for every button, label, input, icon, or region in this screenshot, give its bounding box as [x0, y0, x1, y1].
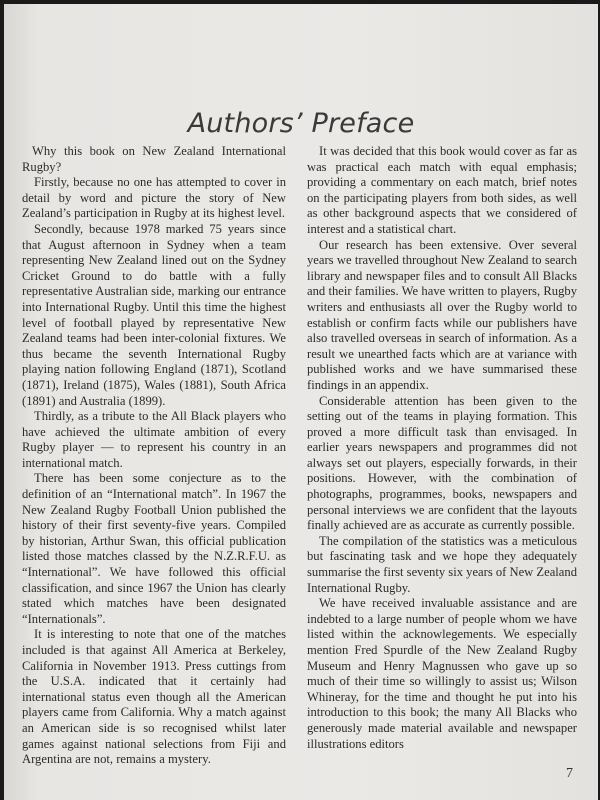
paragraph: Considerable attention has been given to the setting out of the teams in playing formation. This proved a more difficult task than envisaged. In earlier years newspapers and programmes did not always set out players, especially forwards, in their positions. However, with the combination of photographs, programmes, books, newspapers and personal interviews we are confident that the layouts finally achieved are as accurate as currently possible.	[307, 393, 577, 533]
left-text-column	[22, 144, 286, 768]
paragraph: Secondly, because 1978 marked 75 years since that August afternoon in Sydney when a team representing New Zealand lined out on the Sydney Cricket Ground to do battle with a fully representative Australian side, marking our entrance into International Rugby. Until this time the highest level of football played by representative New Zealand teams had been inter-colonial fixtures. We thus became the seventh International Rugby playing nation following England (1871), Scotland (1871), Ireland (1875), Wales (1881), South Africa (1891) and Australia (1899).	[22, 221, 286, 408]
page-number: 7	[566, 766, 573, 781]
paragraph: We have received invaluable assistance and are indebted to a large number of people whom we have listed within the acknowlegements. We especially mention Fred Spurdle of the New Zealand Rugby Museum and Henry Magnussen who gave up so much of their time so willingly to assist us; Wilson Whineray, for the time and thought he put into his introduction to this book; the many All Blacks who generously made material available and newspaper illustrations editors	[307, 596, 577, 751]
paragraph: There has been some conjecture as to the definition of an “International match”. In 1967 the New Zealand Rugby Football Union published the history of their first seventy-five years. Compiled by historian, Arthur Swan, this official publication listed those matches classed by the N.Z.R.F.U. as “International”. We have followed this official classification, and since 1967 the Union has clearly stated which matches have been designated “Internationals”.	[22, 471, 286, 626]
page-title: Authors’ Preface	[187, 108, 415, 140]
paragraph: Firstly, because no one has attempted to cover in detail by word and picture the story of New Zealand’s participation in Rugby at its highest level.	[22, 175, 286, 221]
right-text-column	[307, 144, 577, 752]
paragraph: The compilation of the statistics was a meticulous but fascinating task and we hope they adequately summarise the first seventy six years of New Zealand International Rugby.	[307, 533, 577, 595]
paragraph: Thirdly, as a tribute to the All Black players who have achieved the ultimate ambition of every Rugby player — to represent his country in an international match.	[22, 409, 286, 470]
paragraph: Our research has been extensive. Over several years we travelled throughout New Zealand to search library and newspaper files and to consult All Blacks and their families. We have written to players, Rugby writers and enthusiasts all over the Rugby world to establish or confirm facts while our publishers have also travelled overseas in search of information. As a result we unearthed facts which are at variance with published works and we have summarised these findings in an appendix.	[307, 237, 577, 392]
paragraph: Why this book on New Zealand International Rugby?	[22, 144, 286, 174]
paragraph: It is interesting to note that one of the matches included is that against All America at Berkeley, California in November 1913. Press cuttings from the U.S.A. indicated that it certainly had international status even though all the American players came from California. Why a match against an American side is so recognised whilst later games against national selections from Fiji and Argentina are not, remains a mystery.	[22, 627, 286, 767]
paragraph: It was decided that this book would cover as far as was practical each match with equal emphasis; providing a commentary on each match, brief notes on the participating players from both sides, as well as other background aspects that we considered of interest and a statistical chart.	[307, 144, 577, 236]
book-page	[4, 4, 598, 800]
